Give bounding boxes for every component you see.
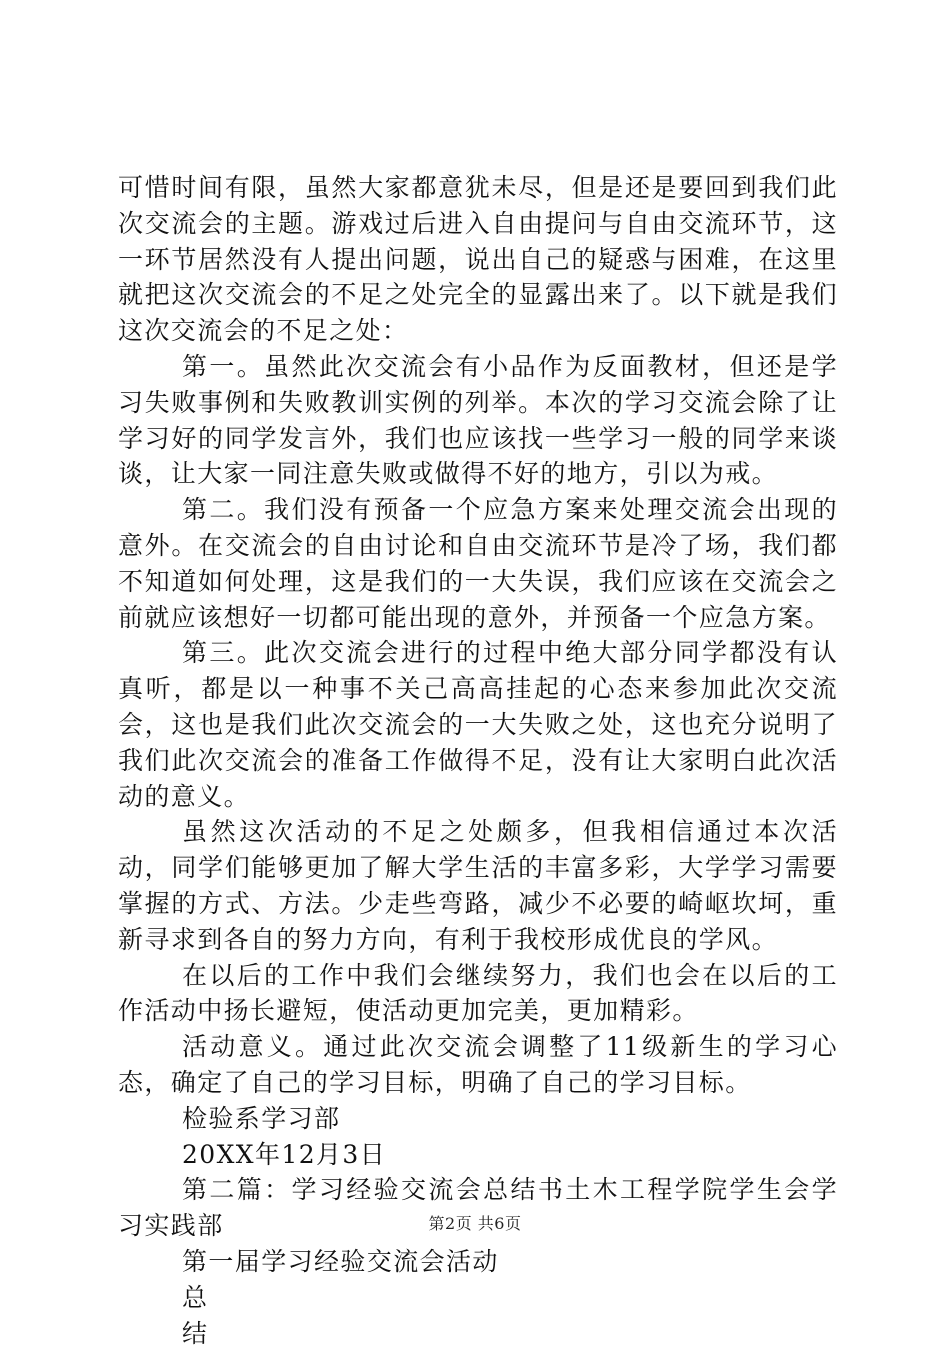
signature-date: 20XX年12月3日 (118, 1137, 838, 1173)
paragraph-reflection: 虽然这次活动的不足之处颇多，但我相信通过本次活动，同学们能够更加了解大学生活的丰富多彩，大学学习需要掌握的方式、方法。少走些弯路，减少不必要的崎岖坎坷，重新寻求到各自的努力方向，有利于我校形成优良的学风。 (118, 814, 838, 957)
paragraph-summary-intro: 可惜时间有限，虽然大家都意犹未尽，但是还是要回到我们此次交流会的主题。游戏过后进入自由提问与自由交流环节，这一环节居然没有人提出问题，说出自己的疑惑与困难，在这里就把这次交流会的不足之处完全的显露出来了。以下就是我们这次交流会的不足之处： (118, 170, 838, 349)
paragraph-shortcoming-second: 第二。我们没有预备一个应急方案来处理交流会出现的意外。在交流会的自由讨论和自由交流环节是冷了场，我们都不知道如何处理，这是我们的一大失误，我们应该在交流会之前就应该想好一切都可能出现的意外，并预备一个应急方案。 (118, 492, 838, 635)
second-article-title-char-1: 总 (118, 1280, 838, 1316)
paragraph-activity-significance: 活动意义。通过此次交流会调整了11级新生的学习心态，确定了自己的学习目标，明确了自己的学习目标。 (118, 1029, 838, 1101)
page-number-footer: 第2页 共6页 (0, 1213, 950, 1235)
second-article-heading: 第二篇：学习经验交流会总结书土木工程学院学生会学习实践部 (118, 1172, 838, 1244)
second-article-subtitle: 第一届学习经验交流会活动 (118, 1244, 838, 1280)
document-body (118, 170, 838, 1351)
paragraph-future-work: 在以后的工作中我们会继续努力，我们也会在以后的工作活动中扬长避短，使活动更加完美，更加精彩。 (118, 958, 838, 1030)
signature-department: 检验系学习部 (118, 1101, 838, 1137)
second-article-title-char-2: 结 (118, 1316, 838, 1351)
paragraph-shortcoming-third: 第三。此次交流会进行的过程中绝大部分同学都没有认真听，都是以一种事不关己高高挂起的心态来参加此次交流会，这也是我们此次交流会的一大失败之处，这也充分说明了我们此次交流会的准备工作做得不足，没有让大家明白此次活动的意义。 (118, 635, 838, 814)
paragraph-shortcoming-first: 第一。虽然此次交流会有小品作为反面教材，但还是学习失败事例和失败教训实例的列举。本次的学习交流会除了让学习好的同学发言外，我们也应该找一些学习一般的同学来谈谈，让大家一同注意失败或做得不好的地方，引以为戒。 (118, 349, 838, 492)
